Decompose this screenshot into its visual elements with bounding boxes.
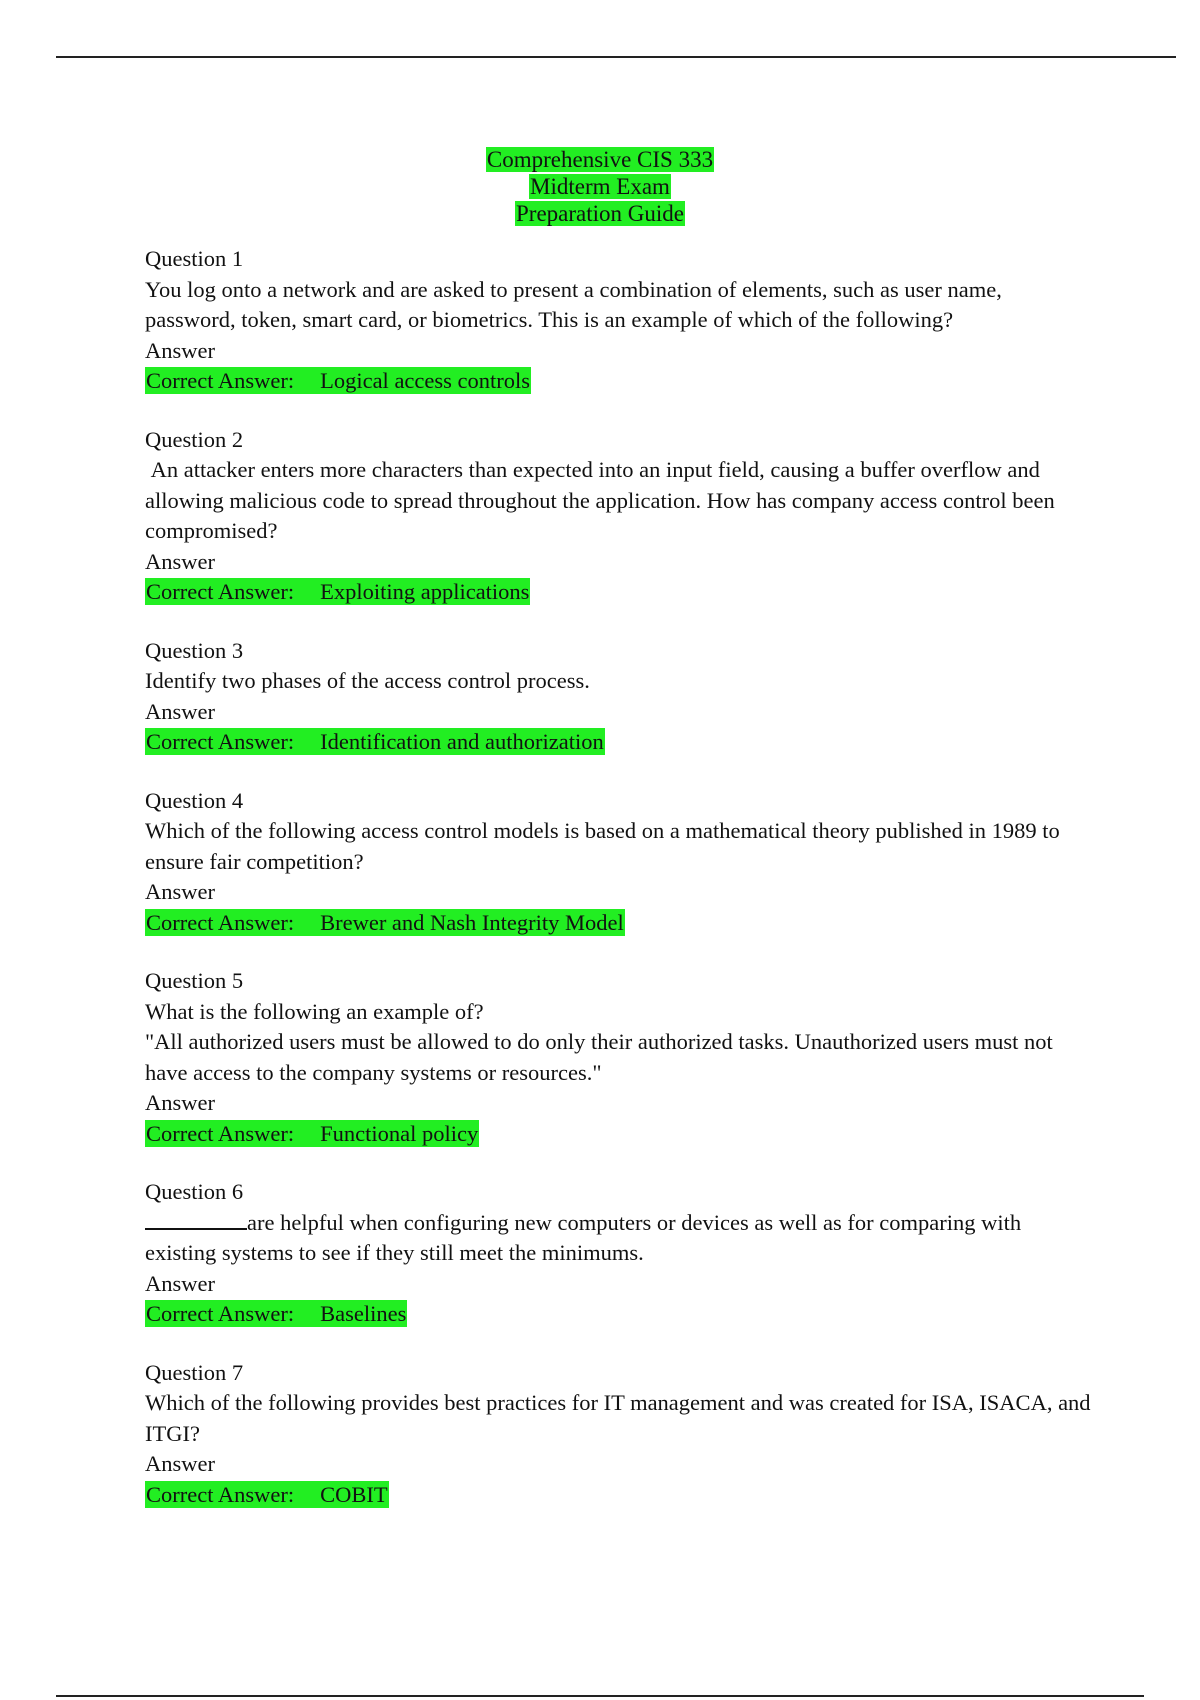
questions-list <box>145 244 1095 1538</box>
correct-answer <box>145 1480 1095 1511</box>
question-text-wrap <box>145 1208 1095 1269</box>
correct-answer-label: Correct Answer: <box>146 579 295 604</box>
correct-answer <box>145 908 1095 939</box>
question-title: Question 5 <box>145 968 244 993</box>
top-rule <box>56 56 1176 58</box>
question-text: An attacker enters more characters than expected into an input field, causing a buffer overflow and allowing malicious code to spread throughout the application. How has company access control been compromised? <box>145 457 1061 543</box>
correct-answer-label: Correct Answer: <box>146 1301 295 1326</box>
question-title: Question 4 <box>145 787 244 813</box>
correct-answer <box>145 1119 1095 1150</box>
question-3 <box>145 636 1095 758</box>
correct-answer <box>145 727 1095 758</box>
correct-answer-value: Baselines <box>320 1301 407 1326</box>
correct-answer-label: Correct Answer: <box>146 729 295 754</box>
question-5 <box>145 966 1095 1149</box>
question-4 <box>145 786 1095 939</box>
correct-answer-label: Correct Answer: <box>146 368 295 393</box>
question-text: You log onto a network and are asked to present a combination of elements, such as user name, password, token, smart card, or biometrics. This is an example of which of the following? <box>145 276 1002 332</box>
title-line-3: Preparation Guide <box>516 201 684 226</box>
question-text: Which of the following access control models is based on a mathematical theory published in 1989 to ensure fair competition? <box>145 818 1060 874</box>
answer-label: Answer <box>145 1451 215 1476</box>
fill-in-blank <box>145 1208 247 1230</box>
question-2 <box>145 425 1095 608</box>
correct-answer-value: Logical access controls <box>320 368 531 393</box>
question-6 <box>145 1177 1095 1330</box>
question-7 <box>145 1358 1095 1511</box>
question-1 <box>145 244 1095 397</box>
question-title: Question 7 <box>145 1359 244 1385</box>
title-line-2: Midterm Exam <box>530 174 670 199</box>
question-text: What is the following an example of? <box>145 998 484 1024</box>
question-title: Question 3 <box>145 637 244 663</box>
title-line-1: Comprehensive CIS 333 <box>486 147 714 172</box>
correct-answer-label: Correct Answer: <box>146 909 295 935</box>
correct-answer-label: Correct Answer: <box>146 1120 295 1146</box>
correct-answer <box>145 577 1095 608</box>
answer-label: Answer <box>145 879 215 904</box>
question-text: Which of the following provides best practices for IT management and was created for ISA, ISACA, and ITGI? <box>145 1390 1091 1446</box>
question-title: Question 6 <box>145 1179 244 1204</box>
answer-label: Answer <box>145 337 215 363</box>
correct-answer-value: Functional policy <box>320 1120 479 1146</box>
answer-label: Answer <box>145 698 215 724</box>
bottom-rule <box>56 1695 1144 1697</box>
answer-label: Answer <box>145 1090 215 1115</box>
answer-label: Answer <box>145 548 215 574</box>
question-quote: "All authorized users must be allowed to do only their authorized tasks. Unauthorized users must not have access to the company systems or resources." <box>145 1029 1053 1085</box>
correct-answer <box>145 1299 1095 1330</box>
correct-answer-value: Brewer and Nash Integrity Model <box>320 909 624 935</box>
correct-answer <box>145 366 1095 397</box>
question-text: Identify two phases of the access control process. <box>145 668 590 693</box>
document-title <box>0 146 1200 227</box>
question-title: Question 1 <box>145 246 244 271</box>
correct-answer-value: COBIT <box>320 1481 388 1507</box>
correct-answer-value: Identification and authorization <box>320 729 604 754</box>
answer-label: Answer <box>145 1270 215 1296</box>
question-text: are helpful when configuring new computers or devices as well as for comparing with existing systems to see if they still meet the minimums. <box>145 1209 1022 1265</box>
correct-answer-value: Exploiting applications <box>320 579 530 604</box>
correct-answer-label: Correct Answer: <box>146 1481 295 1507</box>
question-title: Question 2 <box>145 426 244 452</box>
